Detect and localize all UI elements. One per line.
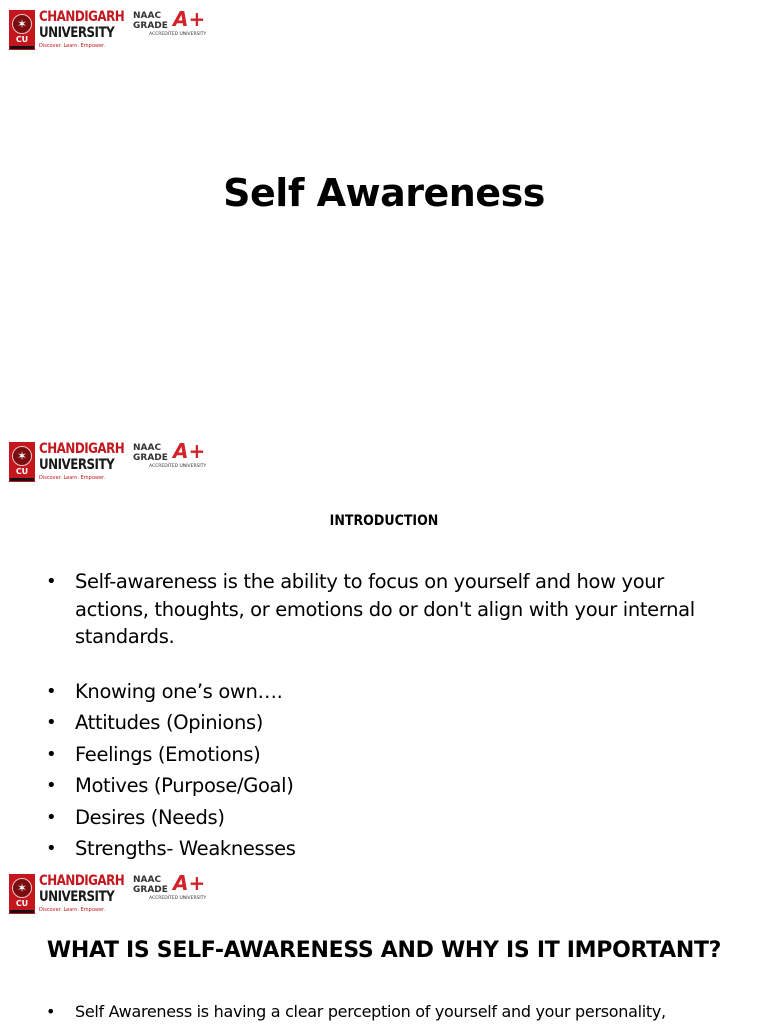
crest-icon bbox=[9, 10, 35, 50]
bullet-list bbox=[46, 1000, 746, 1024]
naac-grade-value: A+ bbox=[173, 7, 206, 31]
list-item-text: Motives (Purpose/Goal) bbox=[75, 774, 294, 797]
naac-badge bbox=[133, 871, 207, 904]
crest-text: CU bbox=[15, 35, 29, 44]
naac-badge bbox=[133, 439, 207, 472]
list-item bbox=[46, 707, 736, 739]
bullet-icon: • bbox=[46, 743, 57, 765]
logo-name-line2: UNIVERSITY bbox=[39, 889, 115, 905]
naac-label: NAAC bbox=[133, 443, 162, 453]
list-item bbox=[46, 833, 736, 865]
list-item-text: Strengths- Weaknesses bbox=[75, 837, 296, 860]
naac-grade-value: A+ bbox=[173, 439, 206, 463]
list-item-text: Self-awareness is the ability to focus on yourself and how your actions, thoughts, or emotions do or don't align with your internal standards. bbox=[75, 570, 695, 648]
logo-name-line2: UNIVERSITY bbox=[39, 25, 115, 41]
list-item-text: Knowing one’s own…. bbox=[75, 679, 283, 703]
logo-tagline: Discover. Learn. Empower. bbox=[39, 475, 106, 481]
bullet-list bbox=[46, 568, 736, 865]
list-item bbox=[46, 1000, 746, 1024]
slide-introduction bbox=[0, 432, 768, 864]
bullet-icon: • bbox=[46, 712, 57, 733]
naac-grade-label: GRADE bbox=[133, 885, 168, 895]
bullet-icon: • bbox=[46, 806, 57, 828]
naac-accredited: ACCREDITED UNIVERSITY bbox=[149, 896, 207, 901]
section-heading: WHAT IS SELF-AWARENESS AND WHY IS IT IMPORTANT? bbox=[46, 938, 722, 963]
naac-grade-label: GRADE bbox=[133, 21, 168, 31]
logo-tagline: Discover. Learn. Empower. bbox=[39, 43, 106, 49]
list-item-text: Self Awareness is having a clear perception of yourself and your personality, bbox=[75, 1002, 666, 1021]
naac-label: NAAC bbox=[133, 11, 162, 21]
list-item bbox=[46, 802, 736, 834]
crest-text: CU bbox=[15, 467, 29, 476]
logo-tagline: Discover. Learn. Empower. bbox=[39, 907, 106, 913]
bullet-icon: • bbox=[46, 838, 57, 859]
naac-label: NAAC bbox=[133, 875, 162, 885]
naac-grade-value: A+ bbox=[173, 871, 206, 895]
slide-title-text: Self Awareness bbox=[223, 171, 545, 215]
crest-icon bbox=[9, 874, 35, 914]
section-heading: INTRODUCTION bbox=[329, 513, 439, 529]
list-item-text: Desires (Needs) bbox=[75, 805, 225, 829]
logo-name-line1: CHANDIGARH bbox=[39, 9, 125, 25]
list-item bbox=[46, 568, 736, 651]
logo-name-line1: CHANDIGARH bbox=[39, 441, 125, 457]
university-logo bbox=[9, 7, 207, 52]
bullet-icon: • bbox=[46, 775, 57, 796]
list-item bbox=[46, 676, 736, 708]
logo-name-line1: CHANDIGARH bbox=[39, 873, 125, 889]
slide-importance bbox=[0, 864, 768, 1024]
naac-accredited: ACCREDITED UNIVERSITY bbox=[149, 464, 207, 469]
university-logo bbox=[9, 871, 207, 916]
naac-grade-label: GRADE bbox=[133, 453, 168, 463]
university-logo bbox=[9, 439, 207, 484]
bullet-icon: • bbox=[46, 1002, 56, 1021]
list-item bbox=[46, 770, 736, 802]
naac-accredited: ACCREDITED UNIVERSITY bbox=[149, 32, 207, 37]
crest-icon bbox=[9, 442, 35, 482]
list-item-text: Attitudes (Opinions) bbox=[75, 711, 264, 734]
bullet-icon: • bbox=[46, 571, 57, 592]
naac-badge bbox=[133, 7, 207, 40]
list-item bbox=[46, 739, 736, 771]
crest-text: CU bbox=[15, 899, 29, 908]
slide-title bbox=[0, 0, 768, 432]
logo-name-line2: UNIVERSITY bbox=[39, 457, 115, 473]
list-item-text: Feelings (Emotions) bbox=[75, 742, 261, 766]
bullet-icon: • bbox=[46, 680, 57, 702]
